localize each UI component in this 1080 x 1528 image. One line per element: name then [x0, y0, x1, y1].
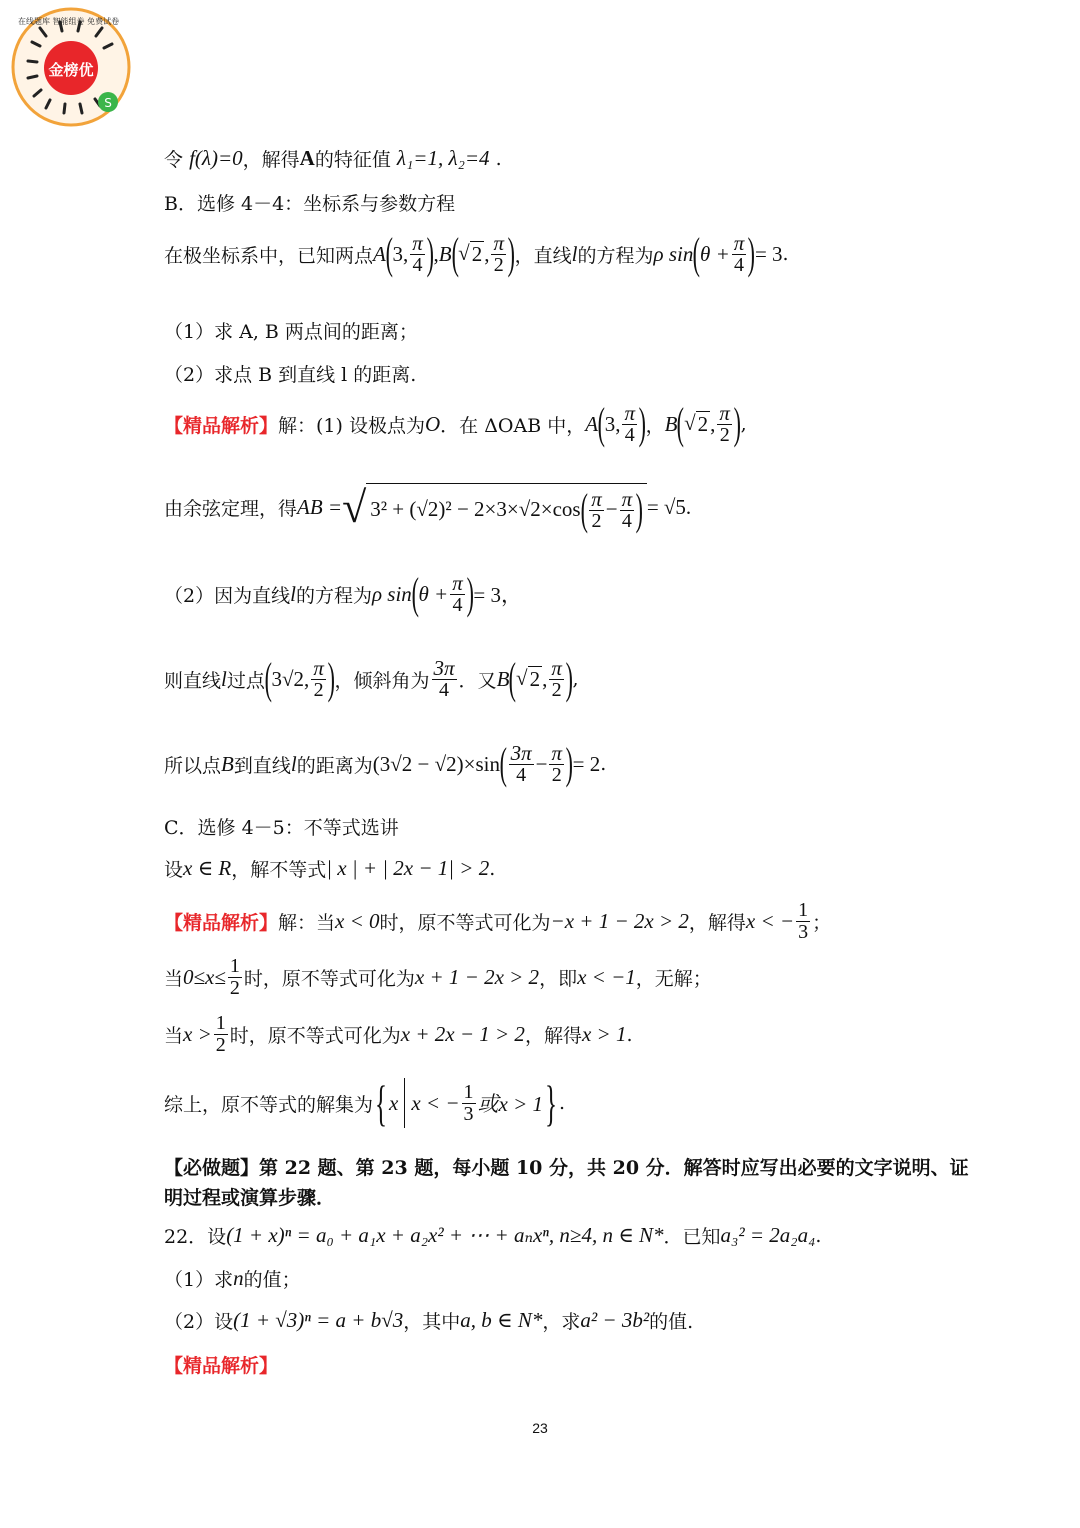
- solution-tag: 【精品解析】: [164, 912, 279, 934]
- problem-c-statement: 设 x ∈ R ，解不等式 | x | + | 2x − 1| > 2 .: [164, 856, 496, 881]
- solution-c-case3: 当 x > $\frac{1}{2}$ 时，原不等式可化为 x + 2x − 1 > 2 ，解得 x > 1 .: [164, 1012, 633, 1056]
- solution-c-case2: 当 0≤x≤ $\frac{1}{2}$ 时，原不等式可化为 x + 1 − 2x > 2 ，即 x < −1 ，无解；: [164, 955, 712, 999]
- problem-b-statement: 在极坐标系中，已知两点 A ( 3, $\frac{\pi}{4}$ ) , B ( √ 2 , $\frac{\pi}{2}$ ) ，直线 l 的方程为 ρ sin ( θ + $\frac{\pi}{4}$ ) = 3 .: [164, 229, 789, 279]
- solution-tag: 【精品解析】: [164, 1355, 279, 1377]
- solution-b-cosine-law: 由余弦定理，得 AB = √ 3² + (√2)² − 2×3×√2×cos ( $\frac{\pi}{2}$ − $\frac{\pi}{4}$ ) = √5.: [164, 483, 692, 534]
- section-c-heading: C．选修 4－5：不等式选讲: [164, 817, 399, 839]
- solution-c-conclusion: 综上，原不等式的解集为 { x x < − $\frac{1}{3}$ 或x > 1 } .: [164, 1075, 566, 1131]
- svg-text:在线题库 智能组卷 免费试卷: 在线题库 智能组卷 免费试卷: [18, 17, 120, 26]
- solution-tag: 【精品解析】: [164, 414, 279, 437]
- problem-b-q2: （2）求点 B 到直线 l 的距离.: [164, 364, 417, 386]
- required-section-intro: 【必做题】第 22 题、第 23 题，每小题 10 分，共 20 分．解答时应写出必要的文字说明、证: [164, 1157, 969, 1179]
- required-section-intro-cont: 明过程或演算步骤．: [164, 1187, 336, 1209]
- jinbangyou-logo: [10, 6, 132, 128]
- svg-text:金榜优: 金榜优: [48, 61, 94, 79]
- solution-b-distance: 所以点 B 到直线 l 的距离为 (3√2 − √2)×sin ( $\frac{3\pi}{4}$ − $\frac{\pi}{2}$ ) = 2 .: [164, 739, 607, 789]
- solution-22-tag-line: [164, 1351, 278, 1378]
- problem-22-q1: （1）求 n 的值；: [164, 1266, 301, 1291]
- problem-22-q2: （2）设 (1 + √3)ⁿ = a + b√3 ，其中 a, b ∈ N* ，求 a² − 3b² 的值.: [164, 1308, 694, 1333]
- section-b-heading: B．选修 4－4：坐标系与参数方程: [164, 193, 456, 215]
- solution-b-line1: 【精品解析】 解：(1) 设极点为 O ．在 ΔOAB 中， A ( 3, $\frac{\pi}{4}$ ) ， B ( √ 2 , $\frac{\pi}{2}$ ) ,: [164, 399, 747, 449]
- solution-c-case1: 【精品解析】 解：当 x < 0 时，原不等式可化为 −x + 1 − 2x > 2 ，解得 x < − $\frac{1}{3}$ ；: [164, 899, 832, 943]
- solution-b-line-eq: （2）因为直线 l 的方程为 ρ sin ( θ + $\frac{\pi}{4}$ ) = 3，: [164, 569, 522, 619]
- solution-b-point-angle: 则直线 l 过点 ( 3√2, $\frac{\pi}{2}$ ) ，倾斜角为 $\frac{3\pi}{4}$ ．又 B ( √ 2 , $\frac{\pi}{2}$ ) ,: [164, 654, 579, 704]
- problem-b-q1: （1）求 A, B 两点间的距离；: [164, 321, 418, 343]
- problem-22-statement: 22．设 (1 + x)ⁿ = a₀ + a₁x + a₂x² + ⋯ + aₙxⁿ, n≥4, n ∈ N* ．已知 a₃² = 2a₂a₄ .: [164, 1223, 822, 1248]
- line-eigenvalues: 令 f(λ)=0 ，解得 A 的特征值 λ₁=1, λ₂=4 .: [164, 146, 502, 171]
- page-number: 23: [532, 1420, 548, 1436]
- svg-text:S: S: [104, 96, 112, 110]
